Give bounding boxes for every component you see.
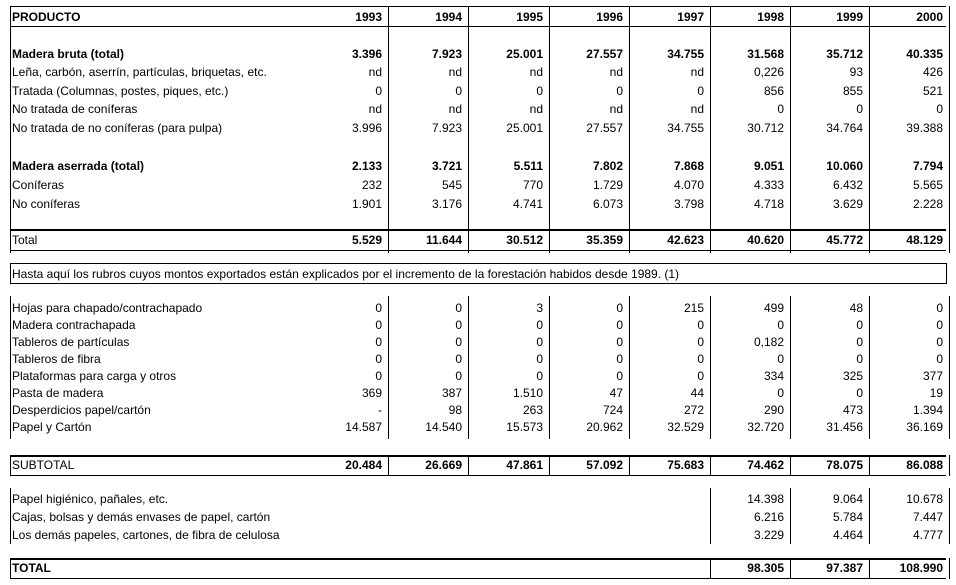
cell-value-1999: 35.712: [826, 47, 863, 61]
note-top-rule: [10, 263, 946, 264]
total-value-1999: 45.772: [826, 233, 863, 247]
column-divider: [468, 158, 469, 230]
cell-value-2000: 7.447: [912, 510, 943, 524]
subtotal-value-1999: 78.075: [826, 458, 863, 472]
cell-value-1993: 3.396: [351, 47, 382, 61]
column-divider: [388, 158, 389, 230]
table-row: [0, 101, 956, 118]
column-divider: [549, 42, 550, 158]
column-divider: [388, 6, 389, 42]
cell-value-1995: 25.001: [506, 47, 543, 61]
cell-value-1995: nd: [529, 65, 543, 80]
cell-value-1996: 1996: [596, 10, 623, 24]
cell-value-1998: 1998: [757, 10, 784, 24]
cell-value-1993: nd: [368, 102, 382, 117]
subtotal-value-1998: 74.462: [747, 458, 784, 472]
column-divider: [790, 558, 791, 579]
cell-value-1998: 290: [763, 403, 784, 417]
table-row: [0, 419, 956, 436]
grand-total-row: [0, 560, 956, 577]
column-divider: [10, 296, 11, 439]
total-value-1995: 30.512: [506, 233, 543, 247]
column-divider: [790, 229, 791, 253]
column-divider: [949, 6, 950, 42]
cell-value-2000: 5.565: [912, 178, 943, 192]
column-divider: [710, 558, 711, 579]
cell-value-1998: 3.229: [753, 528, 784, 542]
column-divider: [869, 488, 870, 544]
table-row: [0, 509, 956, 526]
cell-value-1996: 0: [616, 83, 623, 98]
cell-value-1998: 0: [777, 386, 784, 400]
cell-value-2000: 39.388: [906, 120, 943, 135]
cell-value-1994: 545: [441, 178, 462, 192]
column-divider: [869, 455, 870, 476]
row-label: No coníferas: [12, 197, 81, 211]
row-label: SUBTOTAL: [12, 458, 75, 472]
cell-value-1995: 3: [536, 301, 543, 315]
cell-value-1994: 0: [455, 335, 462, 349]
cell-value-1999: 10.060: [826, 159, 863, 173]
row-label: Madera bruta (total): [12, 47, 125, 61]
cell-value-1996: 724: [602, 403, 623, 417]
column-divider: [710, 6, 711, 42]
cell-value-1994: 14.540: [425, 420, 462, 434]
cell-value-1997: 44: [690, 386, 704, 400]
cell-value-1998: 31.568: [747, 47, 784, 61]
table-row: [0, 83, 956, 100]
note-text: Hasta aquí los rubros cuyos montos exportados están explicados por el incremento de la forestación habidos desde 1989. (1): [12, 267, 680, 281]
column-divider: [468, 42, 469, 158]
column-divider: [388, 455, 389, 476]
cell-value-1999: 0: [856, 335, 863, 349]
cell-value-1993: 0: [375, 369, 382, 383]
cell-value-1999: 4.464: [832, 528, 863, 542]
cell-value-1997: 0: [697, 335, 704, 349]
column-divider: [388, 229, 389, 253]
cell-value-1995: 4.741: [512, 197, 543, 211]
row-label: Total: [12, 233, 38, 247]
cell-value-1995: 0: [536, 352, 543, 366]
column-divider: [710, 296, 711, 439]
cell-value-1998: 0,182: [753, 335, 784, 349]
column-divider: [629, 6, 630, 42]
total-value-1993: 5.529: [351, 233, 382, 247]
cell-value-1997: 1997: [677, 10, 704, 24]
cell-value-2000: 108.990: [899, 561, 943, 575]
grand-total-bottom-rule: [10, 578, 946, 579]
row-label: Leña, carbón, aserrín, partículas, briquetas, etc.: [12, 65, 267, 80]
row-label: TOTAL: [12, 561, 51, 575]
column-divider: [10, 455, 11, 476]
cell-value-1997: 0: [697, 83, 704, 98]
cell-value-1994: 387: [441, 386, 462, 400]
table-row: [0, 64, 956, 81]
column-divider: [629, 296, 630, 439]
table-row: [0, 385, 956, 402]
cell-value-1995: 0: [536, 83, 543, 98]
cell-value-1994: 3.176: [431, 197, 462, 211]
cell-value-1998: 334: [763, 369, 784, 383]
cell-value-1993: nd: [368, 65, 382, 80]
cell-value-1996: 20.962: [586, 420, 623, 434]
row-label: Tableros de fibra: [12, 352, 101, 366]
cell-value-1996: 0: [616, 301, 623, 315]
cell-value-2000: 1.394: [912, 403, 943, 417]
cell-value-1998: 4.333: [753, 178, 784, 192]
cell-value-1998: 4.718: [753, 197, 784, 211]
cell-value-2000: 2000: [916, 10, 943, 24]
cell-value-1994: 7.923: [431, 120, 462, 135]
cell-value-1994: 98: [448, 403, 462, 417]
cell-value-1993: 0: [375, 335, 382, 349]
table-row: [0, 491, 956, 508]
cell-value-1994: 0: [455, 352, 462, 366]
cell-value-1993: 0: [375, 318, 382, 332]
row-label: Hojas para chapado/contrachapado: [12, 301, 203, 315]
cell-value-1997: nd: [690, 65, 704, 80]
column-divider: [790, 6, 791, 42]
cell-value-1995: 25.001: [506, 120, 543, 135]
cell-value-1993: 1993: [355, 10, 382, 24]
cell-value-1997: 0: [697, 369, 704, 383]
table-row: [0, 120, 956, 137]
cell-value-1996: 6.073: [592, 197, 623, 211]
header-row: [0, 9, 956, 26]
cell-value-2000: 7.794: [912, 159, 943, 173]
column-divider: [949, 229, 950, 253]
column-divider: [10, 6, 11, 42]
cell-value-1998: 0,226: [753, 65, 784, 80]
table-row: [0, 368, 956, 385]
cell-value-1995: 1.510: [512, 386, 543, 400]
cell-value-1994: 0: [455, 301, 462, 315]
cell-value-2000: 0: [936, 335, 943, 349]
cell-value-2000: 40.335: [906, 47, 943, 61]
cell-value-1993: 232: [361, 178, 382, 192]
row-label: No tratada de coníferas: [12, 102, 138, 117]
subtotal-value-1996: 57.092: [586, 458, 623, 472]
row-label: Los demás papeles, cartones, de fibra de celulosa: [12, 528, 280, 542]
subtotal-value-1995: 47.861: [506, 458, 543, 472]
total-value-1998: 40.620: [747, 233, 784, 247]
cell-value-2000: 0: [936, 102, 943, 117]
column-divider: [549, 158, 550, 230]
column-divider: [710, 488, 711, 544]
row-label: Papel higiénico, pañales, etc.: [12, 492, 169, 506]
column-divider: [629, 229, 630, 253]
cell-value-1999: 473: [842, 403, 863, 417]
cell-value-2000: 0: [936, 301, 943, 315]
cell-value-2000: 0: [936, 318, 943, 332]
column-divider: [549, 296, 550, 439]
cell-value-1995: 5.511: [513, 159, 543, 173]
note-bottom-rule: [10, 283, 946, 284]
cell-value-1998: 32.720: [747, 420, 784, 434]
cell-value-1999: 0: [856, 386, 863, 400]
column-divider: [629, 455, 630, 476]
cell-value-1998: 0: [777, 102, 784, 117]
total-row: [0, 232, 956, 249]
cell-value-2000: 4.777: [912, 528, 943, 542]
cell-value-1999: 855: [842, 83, 863, 98]
note-row: [0, 266, 956, 283]
cell-value-1999: 0: [856, 318, 863, 332]
cell-value-1997: 215: [683, 301, 704, 315]
cell-value-1997: 34.755: [667, 120, 704, 135]
table-row: [0, 177, 956, 194]
cell-value-1996: 1.729: [592, 178, 623, 192]
cell-value-1995: nd: [529, 102, 543, 117]
cell-value-1998: 98.305: [747, 561, 784, 575]
cell-value-1994: 0: [455, 318, 462, 332]
cell-value-1994: 0: [455, 369, 462, 383]
column-divider: [946, 263, 947, 284]
cell-value-1997: nd: [690, 102, 704, 117]
header-bottom-rule: [10, 26, 946, 27]
column-divider: [710, 158, 711, 230]
cell-value-1994: 1994: [435, 10, 462, 24]
cell-value-1997: 34.755: [667, 47, 704, 61]
row-label: Tratada (Columnas, postes, piques, etc.): [12, 83, 229, 98]
cell-value-1995: 0: [536, 318, 543, 332]
cell-value-1996: 0: [616, 335, 623, 349]
cell-value-2000: 377: [922, 369, 943, 383]
total-value-1994: 11.644: [425, 233, 462, 247]
column-divider: [710, 229, 711, 253]
column-divider: [10, 263, 11, 284]
total-value-1997: 42.623: [667, 233, 704, 247]
cell-value-1999: 97.387: [826, 561, 863, 575]
row-label: Madera contrachapada: [12, 318, 136, 332]
cell-value-2000: 521: [922, 83, 943, 98]
subtotal-value-2000: 86.088: [906, 458, 943, 472]
cell-value-1998: 9.051: [753, 159, 784, 173]
row-label: Plataformas para carga y otros: [12, 369, 177, 383]
cell-value-1999: 34.764: [826, 120, 863, 135]
header-top-rule: [10, 6, 946, 7]
cell-value-1995: 0: [536, 369, 543, 383]
column-divider: [869, 158, 870, 230]
cell-value-2000: 10.678: [906, 492, 943, 506]
row-label: Tableros de partículas: [12, 335, 130, 349]
cell-value-1999: 0: [856, 352, 863, 366]
column-divider: [790, 158, 791, 230]
table-row: [0, 527, 956, 544]
cell-value-1999: 325: [842, 369, 863, 383]
cell-value-1999: 0: [856, 102, 863, 117]
subtotal-bottom-rule: [10, 475, 946, 476]
cell-value-1993: 1.901: [351, 197, 382, 211]
row-label: Papel y Cartón: [12, 420, 92, 434]
cell-value-1998: 0: [777, 352, 784, 366]
table-row: [0, 351, 956, 368]
column-divider: [629, 42, 630, 158]
column-divider: [549, 455, 550, 476]
cell-value-1999: 31.456: [826, 420, 863, 434]
subtotal-value-1994: 26.669: [425, 458, 462, 472]
cell-value-1993: 0: [375, 83, 382, 98]
column-divider: [790, 455, 791, 476]
cell-value-1999: 9.064: [832, 492, 863, 506]
cell-value-1993: 0: [375, 352, 382, 366]
cell-value-1993: 0: [375, 301, 382, 315]
cell-value-1997: 272: [683, 403, 704, 417]
column-divider: [549, 229, 550, 253]
table-row: [0, 46, 956, 63]
row-label: Madera aserrada (total): [12, 159, 145, 173]
cell-value-1993: 3.996: [351, 120, 382, 135]
cell-value-1996: 0: [616, 369, 623, 383]
column-divider: [468, 229, 469, 253]
cell-value-2000: 426: [922, 65, 943, 80]
header-product-label: PRODUCTO: [12, 10, 81, 24]
cell-value-1996: 0: [616, 352, 623, 366]
row-label: Coníferas: [12, 178, 65, 192]
column-divider: [869, 229, 870, 253]
column-divider: [790, 296, 791, 439]
column-divider: [869, 296, 870, 439]
cell-value-1994: nd: [448, 102, 462, 117]
cell-value-1999: 1999: [836, 10, 863, 24]
column-divider: [790, 488, 791, 544]
column-divider: [10, 42, 11, 158]
subtotal-row: [0, 457, 956, 474]
cell-value-1993: -: [378, 403, 382, 417]
table-row: [0, 402, 956, 419]
cell-value-1996: 0: [616, 318, 623, 332]
subtotal-value-1993: 20.484: [345, 458, 382, 472]
cell-value-2000: 0: [936, 352, 943, 366]
column-divider: [629, 158, 630, 230]
column-divider: [949, 296, 950, 439]
cell-value-1999: 6.432: [832, 178, 863, 192]
cell-value-1996: 47: [609, 386, 623, 400]
column-divider: [869, 6, 870, 42]
cell-value-1997: 4.070: [673, 178, 704, 192]
cell-value-1994: 0: [455, 83, 462, 98]
cell-value-1998: 30.712: [747, 120, 784, 135]
cell-value-1998: 14.398: [747, 492, 784, 506]
cell-value-1995: 770: [522, 178, 543, 192]
column-divider: [710, 455, 711, 476]
cell-value-1999: 5.784: [832, 510, 863, 524]
cell-value-2000: 2.228: [912, 197, 943, 211]
column-divider: [468, 455, 469, 476]
table-row: [0, 300, 956, 317]
cell-value-1994: 3.721: [431, 159, 462, 173]
table-row: [0, 334, 956, 351]
cell-value-1997: 3.798: [673, 197, 704, 211]
cell-value-1997: 0: [697, 318, 704, 332]
column-divider: [388, 42, 389, 158]
cell-value-1995: 263: [522, 403, 543, 417]
subtotal-value-1997: 75.683: [667, 458, 704, 472]
column-divider: [949, 158, 950, 230]
cell-value-1993: 369: [361, 386, 382, 400]
column-divider: [869, 558, 870, 579]
row-label: Cajas, bolsas y demás envases de papel, cartón: [12, 510, 271, 524]
cell-value-1995: 1995: [516, 10, 543, 24]
column-divider: [388, 296, 389, 439]
cell-value-2000: 36.169: [906, 420, 943, 434]
column-divider: [949, 455, 950, 476]
cell-value-1996: 27.557: [586, 47, 623, 61]
cell-value-1998: 856: [763, 83, 784, 98]
column-divider: [710, 42, 711, 158]
column-divider: [10, 229, 11, 253]
cell-value-1996: nd: [609, 102, 623, 117]
cell-value-1998: 0: [777, 318, 784, 332]
table-row: [0, 158, 956, 175]
total-top-rule: [10, 229, 946, 231]
column-divider: [869, 42, 870, 158]
cell-value-1996: 27.557: [586, 120, 623, 135]
column-divider: [468, 6, 469, 42]
cell-value-1995: 15.573: [506, 420, 543, 434]
row-label: No tratada de no coníferas (para pulpa): [12, 120, 223, 135]
column-divider: [549, 6, 550, 42]
column-divider: [468, 296, 469, 439]
cell-value-1999: 93: [849, 65, 863, 80]
total-value-1996: 35.359: [586, 233, 623, 247]
column-divider: [949, 558, 950, 579]
cell-value-1996: 7.802: [592, 159, 623, 173]
column-divider: [10, 558, 11, 579]
cell-value-1994: 7.923: [431, 47, 462, 61]
column-divider: [790, 42, 791, 158]
cell-value-1993: 14.587: [345, 420, 382, 434]
cell-value-1996: nd: [609, 65, 623, 80]
cell-value-1997: 7.868: [673, 159, 704, 173]
cell-value-1995: 0: [536, 335, 543, 349]
table-row: [0, 317, 956, 334]
column-divider: [10, 488, 11, 544]
cell-value-1997: 0: [697, 352, 704, 366]
cell-value-1993: 2.133: [351, 159, 382, 173]
cell-value-1994: nd: [448, 65, 462, 80]
cell-value-1999: 48: [849, 301, 863, 315]
total-value-2000: 48.129: [906, 233, 943, 247]
cell-value-1997: 32.529: [667, 420, 704, 434]
cell-value-1998: 6.216: [753, 510, 784, 524]
row-label: Desperdicios papel/cartón: [12, 403, 151, 417]
cell-value-1999: 3.629: [832, 197, 863, 211]
column-divider: [949, 42, 950, 158]
table-row: [0, 196, 956, 213]
column-divider: [10, 158, 11, 230]
cell-value-2000: 19: [929, 386, 943, 400]
cell-value-1998: 499: [763, 301, 784, 315]
column-divider: [949, 488, 950, 544]
row-label: Pasta de madera: [12, 386, 104, 400]
total-bottom-rule: [10, 250, 946, 251]
